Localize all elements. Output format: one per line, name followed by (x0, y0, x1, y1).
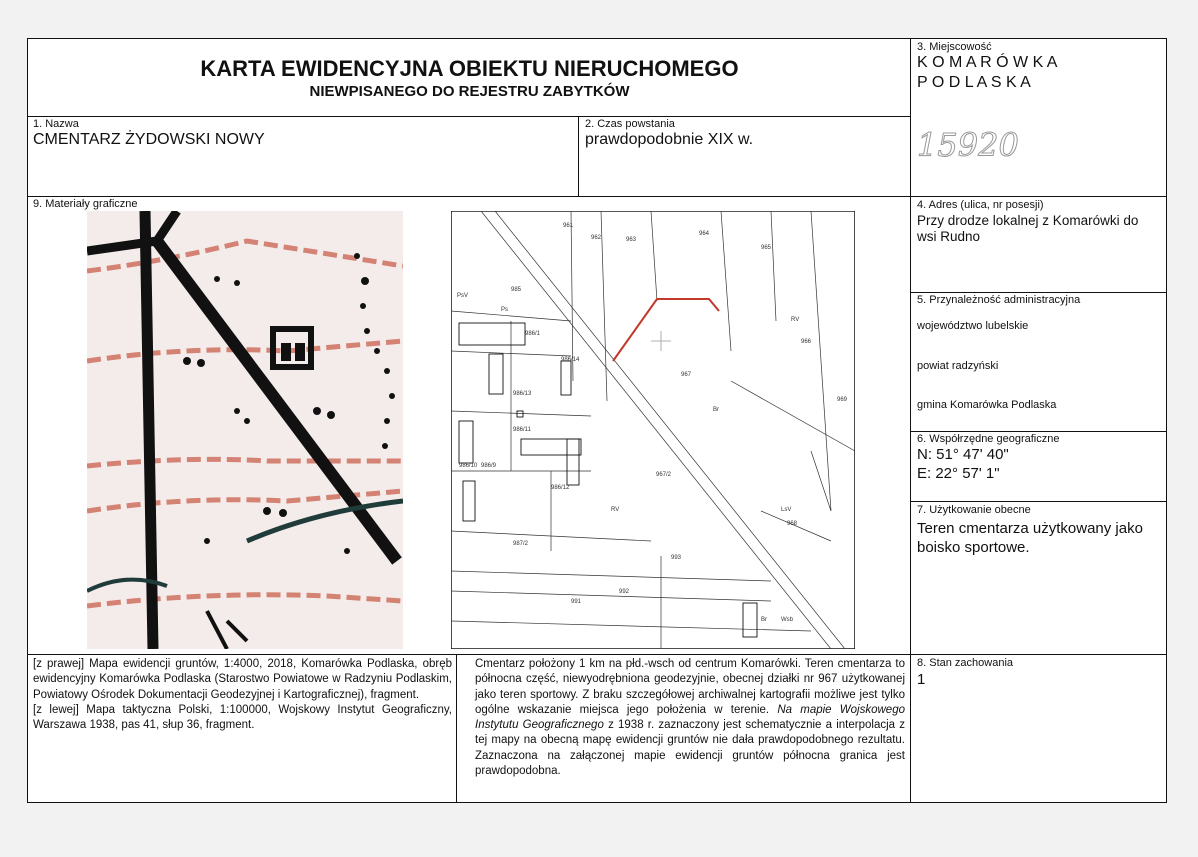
cadastral-map (451, 211, 855, 649)
name-origin-divider (578, 116, 579, 196)
coords-north: N: 51° 47' 40" (917, 446, 1009, 463)
admin-voivodeship: województwo lubelskie (917, 320, 1029, 332)
svg-text:961: 961 (563, 223, 574, 229)
locality-line1: K O M A R Ó W K A (917, 54, 1058, 71)
svg-text:967/2: 967/2 (656, 472, 672, 478)
row-divider-2 (27, 196, 1167, 197)
description-part2: z 1938 r. zaznaczony jest schematycznie a interpolacja z tej mapy na obecną mapę ewidencji gruntów nie dała prawdopodobnego rezultatu. Zaznaczona na załączonej mapie ewidencji gruntów północna granica jest prawdopodobna. (475, 719, 905, 778)
address-label: 4. Adres (ulica, nr posesji) (917, 199, 1044, 211)
svg-text:Wsb: Wsb (781, 617, 793, 623)
svg-text:965: 965 (761, 245, 772, 251)
locality-line2: P O D L A S K A (917, 74, 1031, 91)
address-value: Przy drodze lokalnej z Komarówki do wsi Rudno (917, 213, 1139, 244)
svg-text:Ps: Ps (501, 307, 509, 313)
svg-text:969: 969 (837, 397, 848, 403)
svg-text:962: 962 (591, 235, 602, 241)
graphics-label: 9. Materiały graficzne (33, 198, 138, 210)
svg-text:966: 966 (801, 339, 812, 345)
svg-text:Br: Br (761, 617, 767, 623)
condition-value: 1 (917, 671, 926, 688)
origin-value: prawdopodobnie XIX w. (585, 131, 754, 148)
right-divider-3 (910, 501, 1167, 502)
name-label: 1. Nazwa (33, 118, 79, 130)
coords-label: 6. Współrzędne geograficzne (917, 433, 1060, 445)
svg-text:PsV: PsV (457, 293, 469, 299)
svg-text:985: 985 (511, 287, 522, 293)
coords-east: E: 22° 57' 1" (917, 465, 1000, 482)
svg-text:986/9: 986/9 (481, 463, 497, 469)
condition-label: 8. Stan zachowania (917, 657, 1014, 669)
row-divider-1 (27, 116, 911, 117)
svg-text:992: 992 (619, 589, 630, 595)
svg-text:LsV: LsV (781, 507, 792, 513)
svg-text:986/10: 986/10 (459, 463, 478, 469)
svg-text:986/11: 986/11 (513, 427, 531, 433)
frame-top (27, 38, 1167, 39)
caption-right: [z prawej] Mapa ewidencji gruntów, 1:4000, 2018, Komarówka Podlaska, obręb ewidencyjny Komarówka Podlaska (Starostwo Powiatowe w Radzyniu Podlaskim, Powiatowy Ośrodek Dokumentacji Geodezyjnej i Kartograficznej), fragment. (33, 658, 452, 701)
svg-text:986/14: 986/14 (561, 357, 580, 363)
svg-text:967: 967 (681, 372, 692, 378)
svg-text:964: 964 (699, 231, 710, 237)
map-captions (33, 657, 452, 733)
row-divider-3 (27, 654, 1167, 655)
usage-value: Teren cmentarza użytkowany jako boisko sportowe. (917, 520, 1143, 556)
name-value: CMENTARZ ŻYDOWSKI NOWY (33, 131, 265, 148)
svg-text:968: 968 (787, 521, 798, 527)
card-subtitle: NIEWPISANEGO DO REJESTRU ZABYTKÓW (309, 83, 630, 100)
frame-right (1166, 38, 1167, 803)
svg-text:987/2: 987/2 (513, 541, 529, 547)
description-italic: Na mapie Wojskowego Instytutu Geograficznego (475, 703, 905, 732)
handwritten-number-text: 15920 (917, 126, 1019, 164)
historical-tactical-map (87, 211, 403, 649)
svg-text:993: 993 (671, 555, 682, 561)
frame-left (27, 38, 28, 803)
svg-text:RV: RV (791, 317, 800, 323)
caption-divider (456, 654, 457, 803)
svg-text:RV: RV (611, 507, 620, 513)
svg-text:Br: Br (713, 407, 719, 413)
handwritten-number (915, 126, 1045, 166)
description (475, 657, 905, 779)
card-title: KARTA EWIDENCYJNA OBIEKTU NIERUCHOMEGO (200, 56, 739, 81)
record-card (27, 38, 1167, 803)
admin-label: 5. Przynależność administracyjna (917, 294, 1081, 306)
admin-commune: gmina Komarówka Podlaska (917, 399, 1057, 411)
svg-text:986/13: 986/13 (513, 391, 532, 397)
origin-label: 2. Czas powstania (585, 118, 675, 130)
usage-label: 7. Użytkowanie obecne (917, 504, 1031, 516)
right-divider-2 (910, 431, 1167, 432)
column-divider (910, 38, 911, 803)
svg-text:986/1: 986/1 (525, 331, 541, 337)
frame-bottom (27, 802, 1167, 803)
svg-text:986/12: 986/12 (551, 485, 570, 491)
svg-text:963: 963 (626, 237, 637, 243)
description-part1: Cmentarz położony 1 km na płd.-wsch od centrum Komarówki. Teren cmentarza to północna część, niewyodrębniona geodezyjnie, obecnej działki nr 967 użytkowanej jako teren sportowy. Z braku szczegółowej archiwalnej kartografii możliwe jest tylko ogólne wskazanie miejsca jego położenia w terenie. (475, 658, 905, 716)
right-divider-1 (910, 292, 1167, 293)
admin-county: powiat radzyński (917, 360, 999, 372)
locality-label: 3. Miejscowość (917, 41, 992, 53)
svg-text:991: 991 (571, 599, 582, 605)
caption-left: [z lewej] Mapa taktyczna Polski, 1:100000, Wojskowy Instytut Geograficzny, Warszawa 1938, pas 41, słup 36, fragment. (33, 703, 452, 732)
